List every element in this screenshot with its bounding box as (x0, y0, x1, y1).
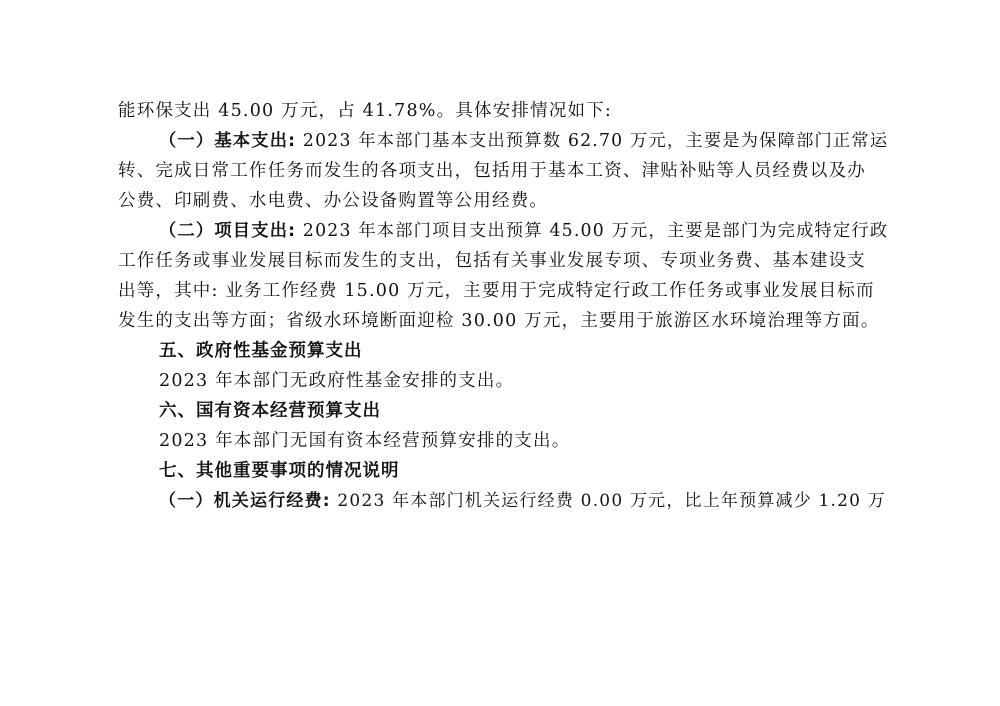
section-heading-5: 五、政府性基金预算支出 (159, 341, 363, 361)
section-heading-6: 六、国有资本经营预算支出 (159, 401, 381, 421)
paragraph-line: 能环保支出 45.00 万元，占 41.78%。具体安排情况如下: (118, 101, 613, 121)
paragraph-project-expenditure (118, 216, 888, 246)
paragraph-line: 公费、印刷费、水电费、办公设备购置等公用经费。 (118, 191, 549, 211)
operating-costs-text: 2023 年本部门机关运行经费 0.00 万元，比上年预算减少 1.20 万 (330, 491, 887, 511)
paragraph-line: 工作任务或事业发展目标而发生的支出，包括有关事业发展专项、专项业务费、基本建设支 (118, 251, 866, 271)
project-expenditure-label: （二）项目支出: (159, 221, 297, 241)
paragraph-line: 2023 年本部门无国有资本经营预算安排的支出。 (159, 431, 571, 451)
paragraph-line: 发生的支出等方面；省级水环境断面迎检 30.00 万元，主要用于旅游区水环境治理等方面。 (118, 311, 880, 331)
project-expenditure-text: 2023 年本部门项目支出预算 45.00 万元，主要是部门为完成特定行政 (296, 221, 889, 241)
document-page (118, 96, 888, 516)
paragraph-operating-costs (118, 486, 888, 516)
paragraph-basic-expenditure (118, 126, 888, 156)
section-heading-7: 七、其他重要事项的情况说明 (159, 461, 400, 481)
basic-expenditure-label: （一）基本支出: (159, 131, 297, 151)
paragraph-line: 2023 年本部门无政府性基金安排的支出。 (159, 371, 515, 391)
paragraph-line: 转、完成日常工作任务而发生的各项支出，包括用于基本工资、津贴补贴等人员经费以及办 (118, 161, 866, 181)
paragraph-line: 出等，其中: 业务工作经费 15.00 万元，主要用于完成特定行政工作任务或事业发展目标而 (118, 281, 875, 301)
operating-costs-label: （一）机关运行经费: (159, 491, 331, 511)
basic-expenditure-text: 2023 年本部门基本支出预算数 62.70 万元，主要是为保障部门正常运 (296, 131, 889, 151)
